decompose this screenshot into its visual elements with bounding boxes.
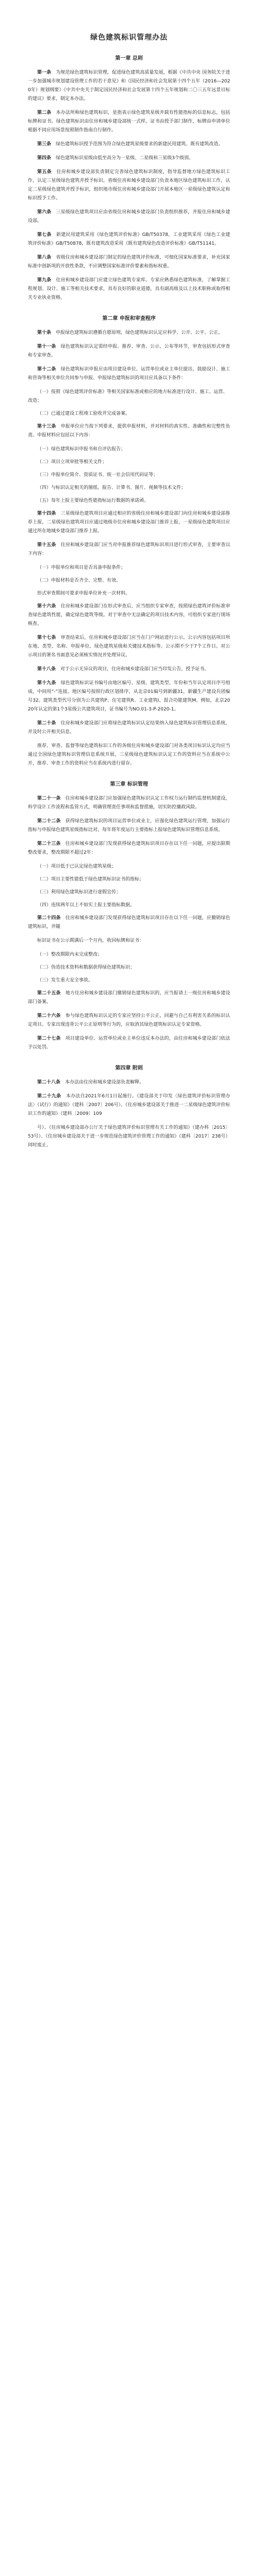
list-item bbox=[28, 410, 230, 418]
paragraph-text: 住房和城乡建设部门发现获得绿色建筑标识项目存在以下任一问题，应撤销绿色建筑标识，并随 bbox=[28, 916, 230, 929]
paragraph-text: 获得绿色建筑标识的项目运营单位或业主，应强化绿色建筑运行管理，加强运行指标与申报绿色建筑星级指标比对，每年将年度运行主要指标上报绿色建筑标识管理信息系统。 bbox=[28, 819, 230, 833]
article-number: 第二十四条 bbox=[37, 916, 61, 921]
paragraph-text: 推荐、审查、监督等绿色建筑标识工作的各级住房和城乡建设部门对各类项目标识认定均应当通过全国绿色建筑标识管理信息系统开展，三星级绿色建筑标识认定工作的资料应当在系统中公开，推荐、审查工作的资料应当在系统内进行留存。 bbox=[28, 743, 230, 766]
chapter-heading: 第四章 附则 bbox=[115, 1065, 143, 1071]
paragraph-text: 本办法所称绿色建筑标识，是指表示绿色建筑星级并载有性能指标的信息标志，包括标牌和证书。绿色建筑标识由住房和城乡建设部统一式样，证书由授予部门制作，标牌由申请单位根据不同应用场景按照制作指南自行制作。 bbox=[28, 110, 230, 133]
list-item bbox=[28, 875, 230, 884]
list-item bbox=[28, 471, 230, 480]
document-page bbox=[0, 32, 258, 2576]
paragraph bbox=[28, 719, 230, 737]
paragraph-text: （一）项目低于已认定绿色建筑星级； bbox=[37, 864, 117, 869]
paragraph-text: 参与绿色建筑标识认定的专家应坚持公平公正，回避与自己有利害关系的标识认定项目。专家出现违背公平公正原则等行为的，应取消其绿色建筑标识认定专家资格。 bbox=[28, 1013, 230, 1027]
paragraph-text: 申报单位应当按下列要求，提供申报材料，并对材料的真实性、准确性和完整性负责。申报材料应包括以下内容： bbox=[28, 424, 230, 438]
paragraph-text: 三星级绿色建筑项目应通过相应的省级住房和城乡建设部门向住房和城乡建设部推荐上报，二星级绿色建筑项目应通过地级市住房和城乡建设部门推荐上报，一星级绿色建筑项目应通过所在地城乡建设部门推荐上报。 bbox=[28, 511, 230, 534]
paragraph-text: 三星级绿色建筑项目应由省级住房和城乡建设部门负责组织推荐，并报住房和城乡建设部。 bbox=[28, 210, 230, 224]
paragraph-text: 号）、《住房城乡建设部办公厅关于绿色建筑评价标识管理有关工作的通知》（建办科〔2015〕53号）、《住房城乡建设部关于进一步规范绿色建筑评价管理工作的通知》（建科〔2017〕238号）同时废止。 bbox=[28, 1125, 230, 1148]
paragraph-text: （一）整改期限内未完成整改； bbox=[37, 952, 103, 957]
article-number: 第二十五条 bbox=[37, 991, 61, 996]
paragraph-text: 标识证书在公示期满后一个月内，收回标牌和证书： bbox=[37, 938, 144, 943]
paragraph bbox=[28, 937, 230, 945]
paragraph-text: （三）利用绿色建筑标识进行虚假宣传； bbox=[37, 890, 121, 895]
paragraph-text: 住房和城乡建设部门应建立绿色建筑专家库。专家应熟悉绿色建筑标准，了解掌握工程规划、设计、施工等相关技术要求，具有良好的职业道德，具有副高级及以上技术职称或取得相关专业执业资格。 bbox=[28, 278, 230, 300]
paragraph-text: 新建民用建筑采用《绿色建筑评价标准》GB/T50378，工业建筑采用《绿色工业建筑评价标准》GB/T50878，既有建筑改造采用《既有建筑绿色改造评价标准》GB/T51141。 bbox=[28, 232, 230, 246]
paragraph-text: （四）连续两年以上不如实上报主要指标数据。 bbox=[37, 903, 135, 908]
paragraph bbox=[28, 422, 230, 440]
article-number: 第十条 bbox=[37, 330, 52, 335]
article-number: 第二十八条 bbox=[37, 1080, 61, 1085]
paragraph bbox=[28, 1035, 230, 1052]
paragraph-text: 住房和城乡建设部门应将绿色建筑标识认定结果纳入绿色建筑标识管理信息系统，并及时公开相关信息。 bbox=[28, 721, 230, 735]
list-item bbox=[28, 458, 230, 467]
list-item bbox=[28, 888, 230, 897]
paragraph bbox=[28, 914, 230, 931]
paragraph-text: 住房和城乡建设部门应当对申报推荐绿色建筑标识项目进行形式审查，主要审查以下内容： bbox=[28, 543, 230, 556]
paragraph-text: （三）申报单位简介、资质证书、统一社会信用代码证等； bbox=[37, 472, 158, 478]
article-number: 第十三条 bbox=[37, 424, 56, 429]
chapter-heading: 第三章 标识管理 bbox=[110, 782, 148, 787]
list-item bbox=[28, 564, 230, 572]
paragraph bbox=[28, 742, 230, 768]
article-number: 第八条 bbox=[37, 255, 52, 260]
article-number: 第九条 bbox=[37, 278, 52, 283]
document-title: 绿色建筑标识管理办法 bbox=[90, 33, 168, 42]
paragraph-text: （二）申报材料是否齐全、完整、有效。 bbox=[37, 578, 121, 583]
paragraph bbox=[28, 154, 230, 163]
paragraph-text: （一）绿色建筑标识申报书和自评估报告； bbox=[37, 447, 126, 452]
paragraph-text: 住房和城乡建设部门发现获得绿色建筑标识项目存在以下任一问题，应提出限期整改要求，整改期限不超过2年： bbox=[28, 841, 230, 855]
paragraph-text: （二）项目主要性能低于绿色建筑标识证书的指标； bbox=[37, 877, 144, 882]
paragraph bbox=[28, 140, 230, 149]
paragraph-text: 对于公示无异议的项目，住房和城乡建设部门应当印发公告，授予证书。 bbox=[60, 667, 209, 672]
paragraph bbox=[28, 679, 230, 714]
paragraph-text: 本办法由住房和城乡建设部负责解释。 bbox=[65, 1080, 144, 1085]
paragraph-text: 住房和城乡建设部负责制定完善绿色建筑标识制度，指导监督地方绿色建筑标识工作，认定三星级绿色建筑并授予标识。省级住房和城乡建设部门负责本地区绿色建筑标识工作，认定二星级绿色建筑并授予标识，组织地市级住房和城乡建设部门开展本地区一星级绿色建筑认定和标识授予工作。 bbox=[28, 170, 230, 201]
list-item bbox=[28, 901, 230, 910]
paragraph-text: 住房和城乡建设部门在形式审查后，应当组织专家审查，按照绿色建筑评价标准审查绿色建筑性能，确定绿色建筑等级。对于审查中无法确定的项目技术内容，可组织专家进行现场核查。 bbox=[28, 604, 230, 626]
list-item bbox=[28, 963, 230, 972]
paragraph bbox=[28, 343, 230, 360]
paragraph bbox=[28, 208, 230, 226]
article-number: 第三条 bbox=[37, 142, 52, 147]
paragraph bbox=[28, 634, 230, 660]
paragraph bbox=[28, 365, 230, 383]
paragraph bbox=[28, 510, 230, 536]
article-number: 第二十三条 bbox=[37, 841, 61, 846]
article-number: 第十九条 bbox=[37, 681, 56, 686]
paragraph bbox=[28, 541, 230, 558]
list-item bbox=[28, 388, 230, 405]
paragraph bbox=[28, 231, 230, 248]
article-number: 第十二条 bbox=[37, 367, 56, 372]
article-number: 第十四条 bbox=[37, 511, 56, 516]
paragraph-text: 审查结束后，住房和城乡建设部门应当在门户网站进行公示。公示内容包括项目所在地、类型、名称、申报单位、绿色建筑星级和关键技术指标等。公示期不少于7个工作日。对公示项目的署名书面意见必须核实情况并处理异议。 bbox=[28, 635, 230, 658]
article-number: 第十一条 bbox=[37, 344, 56, 349]
article-number: 第四条 bbox=[37, 156, 52, 161]
chapter-heading: 第二章 申报和审查程序 bbox=[102, 316, 156, 321]
paragraph bbox=[28, 69, 230, 104]
paragraph-text: （一）按照《绿色建筑评价标准》等相关国家标准或相应的地方标准进行设计、施工、运营、改造； bbox=[28, 389, 228, 403]
paragraph-text: （一）申报单位和项目是否具备申报条件； bbox=[37, 565, 126, 570]
paragraph bbox=[28, 794, 230, 812]
article-number: 第十六条 bbox=[37, 604, 56, 609]
paragraph-text: （五）每年上报主要绿色性能指标运行数据的承诺函。 bbox=[37, 498, 149, 503]
paragraph bbox=[28, 1012, 230, 1029]
paragraph-text: 本办法自2021年6月1日起施行。《建设部关于印发〈绿色建筑评价标识管理办法〉（试行）的通知》（建科〔2007〕206号）、《住房城乡建设部关于推进一二星级绿色建筑评价标识工作的通知》（建科〔2009〕109 bbox=[28, 1094, 230, 1116]
list-item bbox=[28, 976, 230, 985]
article-number: 第十七条 bbox=[37, 635, 56, 640]
document-body bbox=[28, 54, 230, 1150]
list-item bbox=[28, 497, 230, 505]
article-number: 第二十九条 bbox=[37, 1094, 61, 1099]
paragraph-text: （二）伪造技术资料和数据获得绿色建筑标识； bbox=[37, 965, 135, 970]
article-number: 第二十二条 bbox=[37, 819, 61, 824]
paragraph-text: （二）已通过建设工程竣工验收并完成备案。 bbox=[37, 411, 131, 416]
paragraph-text: 为规范绿色建筑标识管理，促进绿色建筑高质量发展，根据《中共中央 国务院关于进一步加强城市规划建设管理工作的若干意见》和《国民经济和社会发展第十四个五年（2016—2020年）规划纲要》《中共中央关于制定国民经济和社会发展第十四个五年规划和二〇三五年远景目标的建议》要求，制定本办法。 bbox=[28, 70, 230, 101]
paragraph bbox=[28, 168, 230, 203]
paragraph bbox=[28, 1078, 230, 1087]
article-number: 第一条 bbox=[37, 70, 52, 75]
paragraph bbox=[28, 840, 230, 857]
paragraph bbox=[28, 253, 230, 271]
chapter-heading: 第一章 总则 bbox=[115, 56, 143, 61]
paragraph bbox=[28, 276, 230, 302]
paragraph-text: （三）发生重大安全事故。 bbox=[37, 978, 93, 983]
paragraph-text: 省级住房和城乡建设部门制定的绿色建筑评价标准，可细化国家标准要求，补充国家标准中创新项的开放性条款，不应调整国家标准评价要素和指标权重。 bbox=[28, 255, 230, 269]
article-number: 第二条 bbox=[37, 110, 52, 115]
paragraph bbox=[28, 665, 230, 674]
article-number: 第十八条 bbox=[37, 667, 56, 672]
list-item bbox=[28, 445, 230, 454]
list-item bbox=[28, 862, 230, 871]
list-item bbox=[28, 951, 230, 959]
article-number: 第十五条 bbox=[37, 543, 56, 548]
paragraph-text: 项目建设单位、运营单位或业主单位违反本办法的，由住房和城乡建设部门依法予以处罚。 bbox=[28, 1036, 230, 1050]
article-number: 第六条 bbox=[37, 210, 52, 215]
article-number: 第七条 bbox=[37, 232, 52, 238]
paragraph-text: 绿色建筑标识证书编号由地区编号、星级、建筑类型、年份和当年认定项目序号组成，中间用“-”连接。地区编号按照行政区划排序，从北京01编号到新疆31，新疆生产建设兵团编号32。建筑类型代号分别为公共建筑P、住宅建筑R、工业建筑I、混合功能建筑M。例如，北京2020年认定的第1个3星级公共建筑项目，证书编号为NO.01-3-P-2020-1。 bbox=[28, 681, 230, 712]
paragraph-text: 绿色建筑标识申报应由项目建设单位、运营单位或业主单位提出，鼓励设计、施工和咨询等相关单位共同参与申报。申报绿色建筑标识的项目应具备以下条件： bbox=[28, 367, 230, 381]
list-item bbox=[28, 589, 230, 598]
paragraph-text: 地方住房和城乡建设部门撤销绿色建筑标识的，应当报请上一级住房和城乡建设部门备案。 bbox=[28, 991, 230, 1005]
article-number: 第二十一条 bbox=[37, 796, 61, 801]
article-number: 第五条 bbox=[37, 170, 52, 175]
list-item bbox=[28, 577, 230, 585]
article-number: 第二十七条 bbox=[37, 1036, 61, 1041]
paragraph bbox=[28, 1092, 230, 1118]
paragraph bbox=[28, 1124, 230, 1150]
list-item bbox=[28, 484, 230, 493]
paragraph-text: （四）与标识认定相关的图纸、报告、计算书、图片、视频等技术文件； bbox=[37, 485, 186, 490]
paragraph-text: 绿色建筑标识授予范围为符合绿色建筑星级要求的新建民用建筑、既有建筑改造。 bbox=[56, 142, 223, 147]
article-number: 第二十六条 bbox=[37, 1013, 61, 1019]
paragraph bbox=[28, 817, 230, 835]
paragraph bbox=[28, 602, 230, 629]
paragraph-text: 申报绿色建筑标识遵循自愿原则，绿色建筑标识认定应科学、公开、公平、公正。 bbox=[56, 330, 223, 335]
paragraph bbox=[28, 989, 230, 1007]
paragraph-text: 住房和城乡建设部门应加强绿色建筑标识认定工作权力运行制约监督机制建设，科学设计工作流程和监管方式，明确管理责任事项和监督措施，切实防控廉政风险。 bbox=[28, 796, 230, 810]
paragraph-text: （二）项目立项审批等相关文件； bbox=[37, 460, 107, 465]
paragraph-text: 形式审查期间可要求申报单位补充一次材料。 bbox=[37, 591, 131, 596]
paragraph bbox=[28, 329, 230, 337]
paragraph bbox=[28, 109, 230, 135]
article-number: 第二十条 bbox=[37, 721, 56, 726]
paragraph-text: 绿色建筑标识星级由低至高分为一星级、二星级和三星级3个级别。 bbox=[56, 156, 194, 161]
paragraph-text: 绿色建筑标识认定需经申报、推荐、审查、公示、公布等环节，审查包括形式审查和专家审查。 bbox=[28, 344, 230, 358]
